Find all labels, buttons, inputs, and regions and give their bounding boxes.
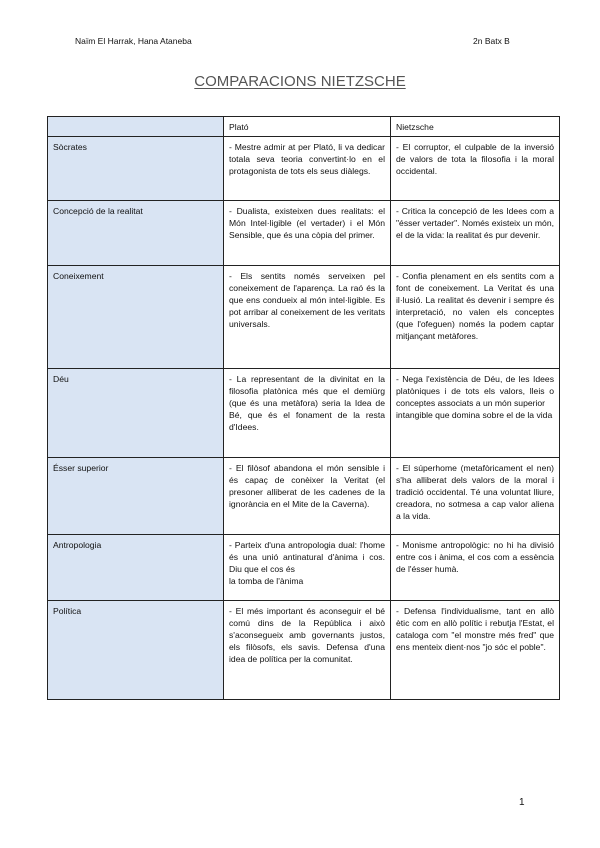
plato-cell (224, 137, 391, 201)
cell-text: - Monisme antropològic: no hi ha divisió entre cos i ànima, el cos com a essència de l'ésser humà. (396, 540, 554, 575)
cell-text: - Parteix d'una antropologia dual: l'home és una unió antinatural d'ànima i cos. Diu que el cos és (229, 540, 385, 575)
row-header: Antropologia (48, 535, 224, 601)
row-header: Ésser superior (48, 458, 224, 535)
row-header: Coneixement (48, 266, 224, 369)
row-header: Política (48, 601, 224, 700)
cell-text: - Confia plenament en els sentits com a font de coneixement. La Veritat és una il·lusió. La realitat és devenir i sempre és interpretació, no valen els conceptes (que l'ofeguen) només la podem captar mitjançant metàfores. (396, 271, 554, 342)
cell-text: - Els sentits només serveixen pel coneixement de l'aparença. La raó és la que ens condueix al món intel·ligible. Es pot arribar al coneixement de les veritats universals. (229, 271, 385, 330)
plato-cell (224, 369, 391, 458)
cell-text: - El filòsof abandona el món sensible i és capaç de conèixer la Veritat (el presoner alliberat de les cadenes de la ignorància en el Mite de la Caverna). (229, 463, 385, 510)
table-row (48, 601, 560, 700)
cell-text: - Defensa l'individualisme, tant en allò ètic com en allò polític i rebutja l'Estat, el cataloga com "el monstre més fred" que ens menteix dient·nos "jo sóc el poble". (396, 606, 554, 653)
nietzsche-cell (391, 601, 560, 700)
page-title: COMPARACIONS NIETZSCHE (194, 73, 406, 90)
cell-text: - Dualista, existeixen dues realitats: el Món Intel·ligible (el vertader) i el Món Sensible, que és una còpia del primer. (229, 206, 385, 241)
cell-text: - El corruptor, el culpable de la inversió de valors de tota la filosofia i la moral occidental. (396, 142, 554, 177)
table-row (48, 458, 560, 535)
column-header-plato: Plató (224, 117, 391, 137)
nietzsche-cell (391, 535, 560, 601)
table-corner-cell (48, 117, 224, 137)
column-header-nietzsche: Nietzsche (391, 117, 560, 137)
table-header-row (48, 117, 560, 137)
cell-text: - La representant de la divinitat en la filosofia platònica més que el demiürg (que és una metàfora) seria la Idea de Bé, que és el fonament de la resta d'Idees. (229, 374, 385, 433)
table-row (48, 266, 560, 369)
cell-text: - El súperhome (metafòricament el nen) s'ha alliberat dels valors de la moral i tradició occidental. Té una voluntat lliure, creadora, no sotmesa a cap valor aliena a la vida. (396, 463, 554, 522)
row-header: Déu (48, 369, 224, 458)
table-row (48, 369, 560, 458)
comparison-table (47, 116, 560, 700)
nietzsche-cell (391, 369, 560, 458)
page-number: 1 (519, 797, 525, 808)
plato-cell (224, 201, 391, 266)
cell-text: - El més important és aconseguir el bé comú dins de la República i això s'aconsegueix amb governants justos, els filòsofs, els savis. Defensa d'una idea de política per la comunitat. (229, 606, 385, 665)
plato-cell (224, 458, 391, 535)
nietzsche-cell (391, 137, 560, 201)
header-authors: Naïm El Harrak, Hana Ataneba (75, 36, 192, 46)
nietzsche-cell (391, 266, 560, 369)
row-header: Sòcrates (48, 137, 224, 201)
cell-text: intangible que domina sobre el de la vida (396, 410, 553, 421)
plato-cell (224, 601, 391, 700)
cell-text: - Mestre admir at per Plató, li va dedicar totala seva teoria convertint·lo en el protagonista de tots els seus diàlegs. (229, 142, 385, 177)
table-row (48, 137, 560, 201)
nietzsche-cell (391, 201, 560, 266)
plato-cell (224, 535, 391, 601)
cell-text: - Nega l'existència de Déu, de les Idees platòniques i de tots els valors, lleis o conceptes associats a un món superior (396, 374, 554, 409)
cell-text: la tomba de l'ànima (229, 576, 304, 587)
row-header: Concepció de la realitat (48, 201, 224, 266)
nietzsche-cell (391, 458, 560, 535)
plato-cell (224, 266, 391, 369)
cell-text: - Critica la concepció de les Idees com a "ésser vertader". Només existeix un món, el de la vida: la realitat és pur devenir. (396, 206, 554, 241)
header-course: 2n Batx B (473, 36, 510, 46)
table-row (48, 535, 560, 601)
table-row (48, 201, 560, 266)
